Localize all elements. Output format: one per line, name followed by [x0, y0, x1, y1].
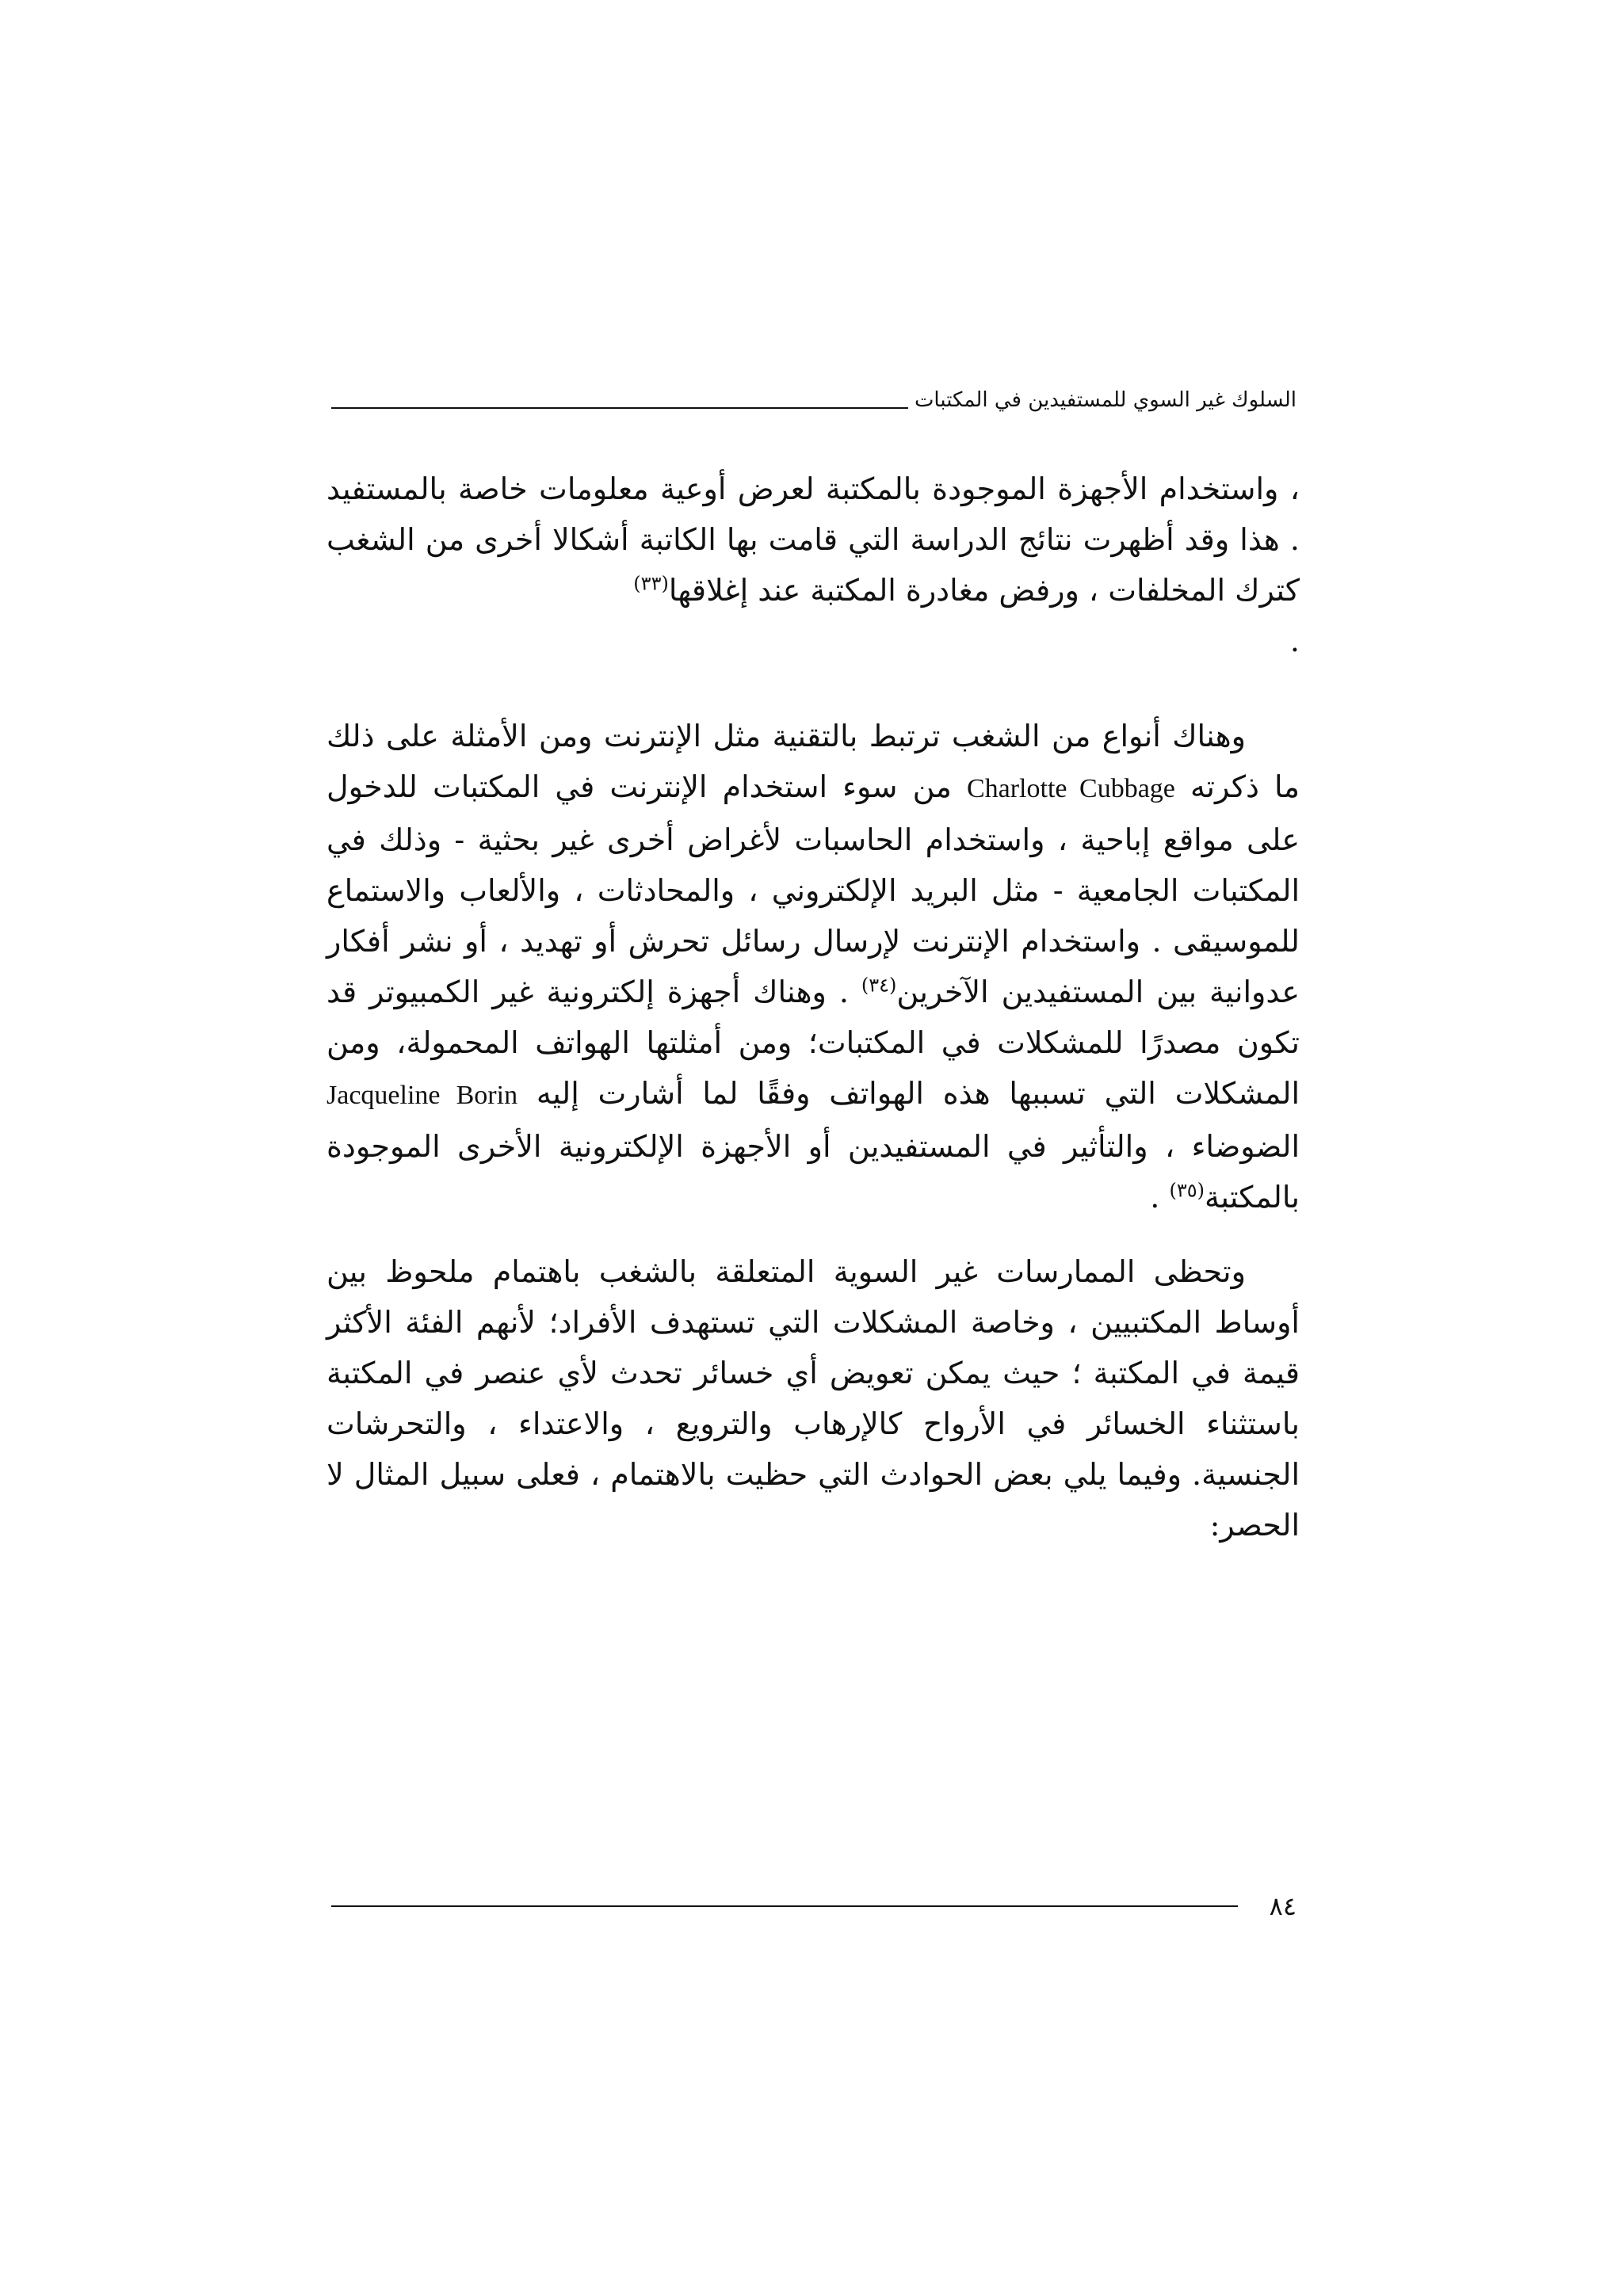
- author-name-cubbage: Charlotte Cubbage: [966, 774, 1175, 803]
- paragraph-2-part1: وهناك أنواع من الشغب ترتبط بالتقنية مثل الإنترنت ومن الأمثلة على ذلك ما ذكرته: [327, 719, 1300, 804]
- paragraph-spacer: [327, 666, 1300, 711]
- paragraph-2-part2: من سوء استخدام الإنترنت في المكتبات للدخول على مواقع إباحية ، واستخدام الحاسبات لأغراض أخرى غير بحثية - وذلك في المكتبات الجامعية - مثل البريد الإلكتروني ، والمحادثات ، والألعاب والاستماع للموسيقى . واستخدام الإنترنت لإرسال رسائل تحرش أو تهديد ، أو نشر أفكار عدوانية بين المستفيدين الآخرين: [327, 769, 1300, 1009]
- author-name-borin: Jacqueline Borin: [327, 1081, 518, 1110]
- paragraph-1-text: ، واستخدام الأجهزة الموجودة بالمكتبة لعرض أوعية معلومات خاصة بالمستفيد . هذا وقد أظهرت نتائج الدراسة التي قامت بها الكاتبة أشكالا أخرى من الشغب كترك المخلفات ، ورفض مغادرة المكتبة عند إغلاقها: [327, 471, 1300, 608]
- header-rule: [331, 407, 908, 409]
- footnote-ref-34: (٣٤): [861, 974, 897, 997]
- running-header: [331, 371, 1296, 412]
- paragraph-spacer: [327, 1222, 1300, 1246]
- paragraph-2-period: .: [1150, 1180, 1160, 1215]
- footnote-ref-33: (٣٣): [633, 572, 669, 595]
- paragraph-1: [327, 463, 1300, 616]
- footnote-ref-35: (٣٥): [1169, 1179, 1205, 1202]
- paragraph-1-period: .: [1289, 624, 1300, 658]
- footer-rule: [331, 1905, 1238, 1907]
- paragraph-2: [327, 711, 1300, 1222]
- paragraph-2-part3: . وهناك أجهزة إلكترونية غير الكمبيوتر قد تكون مصدرًا للمشكلات في المكتبات؛ ومن أمثلتها الهواتف المحمولة، ومن المشكلات التي تسببها هذه الهواتف وفقًا لما أشارت إليه: [327, 974, 1300, 1111]
- page-number: ٨٤: [1269, 1891, 1296, 1921]
- body-text: [327, 463, 1300, 1550]
- paragraph-2-part4: الضوضاء ، والتأثير في المستفيدين أو الأجهزة الإلكترونية الأخرى الموجودة بالمكتبة: [327, 1129, 1300, 1215]
- running-header-title: السلوك غير السوي للمستفيدين في المكتبات: [914, 388, 1296, 413]
- page-footer: [331, 1887, 1296, 1925]
- paragraph-3: وتحظى الممارسات غير السوية المتعلقة بالشغب باهتمام ملحوظ بين أوساط المكتبيين ، وخاصة المشكلات التي تستهدف الأفراد؛ لأنهم الفئة الأكثر قيمة في المكتبة ؛ حيث يمكن تعويض أي خسائر تحدث لأي عنصر في المكتبة باستثناء الخسائر في الأرواح كالإرهاب والترويع ، والاعتداء ، والتحرشات الجنسية. وفيما يلي بعض الحوادث التي حظيت بالاهتمام ، فعلى سبيل المثال لا الحصر:: [327, 1254, 1300, 1543]
